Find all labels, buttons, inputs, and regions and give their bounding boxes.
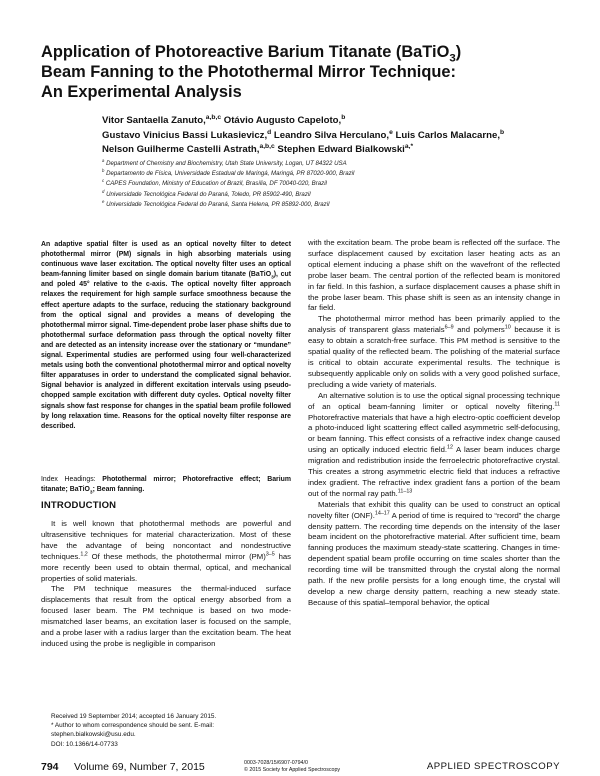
title-line-3: An Experimental Analysis [41,83,242,101]
paragraph: Materials that exhibit this quality can be used to construct an optical novelty filter (ONF).$^{14-17}$ A period of time is required to “record” the charge density pattern. The recording time depends on the intensity of the laser beam incident on the photorefractive material. After sufficient time, beam fanning produces the maximum steady-state scattering. Changes in time-dependent spatial beam profile occurring on time scales shorter than the recording time will be transmitted through the crystal along the normal path. If the new profile persists for a long enough time, the crystal will develop a new charge density pattern, reaching a new steady state. Because of this spatial–temporal behavior, the optical [308,499,560,607]
page-footer [41,760,560,774]
corresponding-author: * Author to whom correspondence should be sent. E-mail: stephen.bialkowski@usu.edu. [51,722,215,739]
introduction-text [41,519,291,650]
title-subscript: 3 [449,52,456,65]
paragraph: The PM technique measures the thermal-induced surface displacements that result from the optical energy absorbed from a focused laser beam. The PM technique is based on two mode-mismatched laser beams, an excitation laser is focused on the sample, and a probe laser with a radius larger than the excitation beam. The heat induced using the probe is negligible in comparison [41,584,291,648]
article-title [41,42,561,102]
received-date: Received 19 September 2014; accepted 16 January 2015. [51,713,217,720]
affiliation: $^b$ Departamento de Física, Universidade Estadual de Maringá, Maringá, PR 87020-900, Brazil [102,168,355,178]
title-line-1: Application of Photoreactive Barium Titanate (BaTiO$_3$) [41,43,462,65]
title-line-2: Beam Fanning to the Photothermal Mirror Technique: [41,63,456,81]
abstract: An adaptive spatial filter is used as an optical novelty filter to detect photothermal mirror (PM) signals in high absorbing materials using continuous wave laser excitation. The optical novelty filter uses an optical beam-fanning limiter based on single domain barium titanate (BaTiO$_3$), cut and poled 45° relative to the c-axis. The optical novelty filter approach relaxes the requirement for high sample surface smoothness because the effect aperture adapts to the surface, reducing the stationary background from the optical signal and provides a means of developing the photothermal mirror signal. Time-dependent probe laser phase shifts due to photothermal surface deformation pass through the optical novelty filter and are detected as an intensity increase over the stationary or “mundane” signal. Experimental studies are performed using four well-characterized metals using both the conventional photothermal mirror and optical novelty filter apparatuses in order to understand the complicated signal behavior. Signal behavior is analyzed in different excitation intervals using pseudo-chopped sample excitation with different duty cycles. Optical novelty filter signals show fast response for changes in the spatial beam profile followed by long relaxation time. Reasons for the optical novelty filter response are described. [41,241,291,430]
paragraph: It is well known that photothermal methods are powerful and ultrasensitive techniques for material characterization. Most of these have the advantage of being noncontact and nondestructive techniques.$^{1,2}$ Of these methods, the photothermal mirror (PM)$^{3-5}$ has more recently been used to obtain thermal, optical, and mechanical properties of solid materials. [41,519,291,583]
volume-info: Volume 69, Number 7, 2015 [74,761,205,773]
author-line-2: Gustavo Vinicius Bassi Lukasievicz,$^d$ Leandro Silva Herculano,$^e$ Luis Carlos Malacarne,$^b$ [102,128,505,141]
author-line-1: Vitor Santaella Zanuto,$^{a,b,c}$ Otávio Augusto Capeloto,$^b$ [102,113,346,126]
paragraph: An alternative solution is to use the optical signal processing technique of an optical beam-fanning limiter or optical novelty filtering.$^{11}$ Photorefractive materials that have a high electro-optic coefficient develop a photo-induced light scattering effect called asymmetric self-defocusing, or beam fanning. This effect consists of a refractive index change caused using an optically induced electric field.$^{12}$ A laser beam induces charge migration and redistribution inside the ferroelectric photorefractive crystal. This creates a strong asymmetric electric field that induces a refractive index gradient. The refractive index gradient fans a portion of the beam out of the normal ray path.$^{11-13}$ [308,390,560,498]
right-column-text [308,238,560,609]
affiliation: $^d$ Universidade Tecnológica Federal do Paraná, Toledo, PR 85902-490, Brazil [102,188,311,198]
index-headings: Index Headings: Photothermal mirror; Photorefractive effect; Barium titanate; BaTiO$_3$; Beam fanning. [41,476,291,496]
section-heading: INTRODUCTION [41,500,117,511]
author-name: Vitor Santaella Zanuto, [102,115,206,126]
author-line-3: Nelson Guilherme Castelli Astrath,$^{a,b,c}$ Stephen Edward Bialkowski$^{a,*}$ [102,142,414,155]
author-name: Luis Carlos Malacarne, [392,129,500,141]
journal-name: APPLIED SPECTROSCOPY [426,761,560,772]
doi: DOI: 10.1366/14-07733 [51,740,118,748]
author-name: Stephen Edward Bialkowski [274,144,405,155]
paragraph: The photothermal mirror method has been primarily applied to the analysis of transparent glass materials$^{6-9}$ and polymers$^{10}$ because it is easy to obtain a scratch-free surface. This PM method is sensitive to the spatial quality of the reflected beam. The polishing of the material surface is critical to obtain accurate experimental results. The technique is subsequently applicable only on solids with a very good polished surface, precluding a wide variety of materials. [308,314,560,389]
footnotes [51,712,291,749]
publication-info: 0003-7028/15/6907-0794/0 © 2015 Society for Applied Spectroscopy [244,760,341,773]
paragraph: with the excitation beam. The probe beam is reflected off the surface. The surface displacement caused by excitation laser heating acts as an optical element inducing a phase shift on the wavefront of the reflected probe laser beam. The central portion of the reflected beam is monitored in far field. In this fashion, a surface displacement causes a phase shift in the probe laser beam. This phase shift is seen as an intensity change in far field. [308,238,560,313]
author-name: Gustavo Vinicius Bassi Lukasievicz, [102,129,268,141]
author-list [102,114,572,158]
index-headings-label: Index Headings: [41,476,103,483]
affiliation: $^a$ Department of Chemistry and Biochemistry, Utah State University, Logan, UT 84322 USA [102,157,347,167]
author-name: Otávio Augusto Capeloto, [221,115,342,126]
affiliation-list [102,159,572,210]
author-name: Leandro Silva Herculano, [271,129,390,141]
author-name: Nelson Guilherme Castelli Astrath, [102,144,260,155]
affiliation: $^c$ CAPES Foundation, Ministry of Education of Brazil, Brasília, DF 70040-020, Brazil [102,178,327,188]
affiliation: $^e$ Universidade Tecnológica Federal do Paraná, Santa Helena, PR 85892-000, Brazil [102,198,330,208]
page-number: 794 [41,761,59,773]
